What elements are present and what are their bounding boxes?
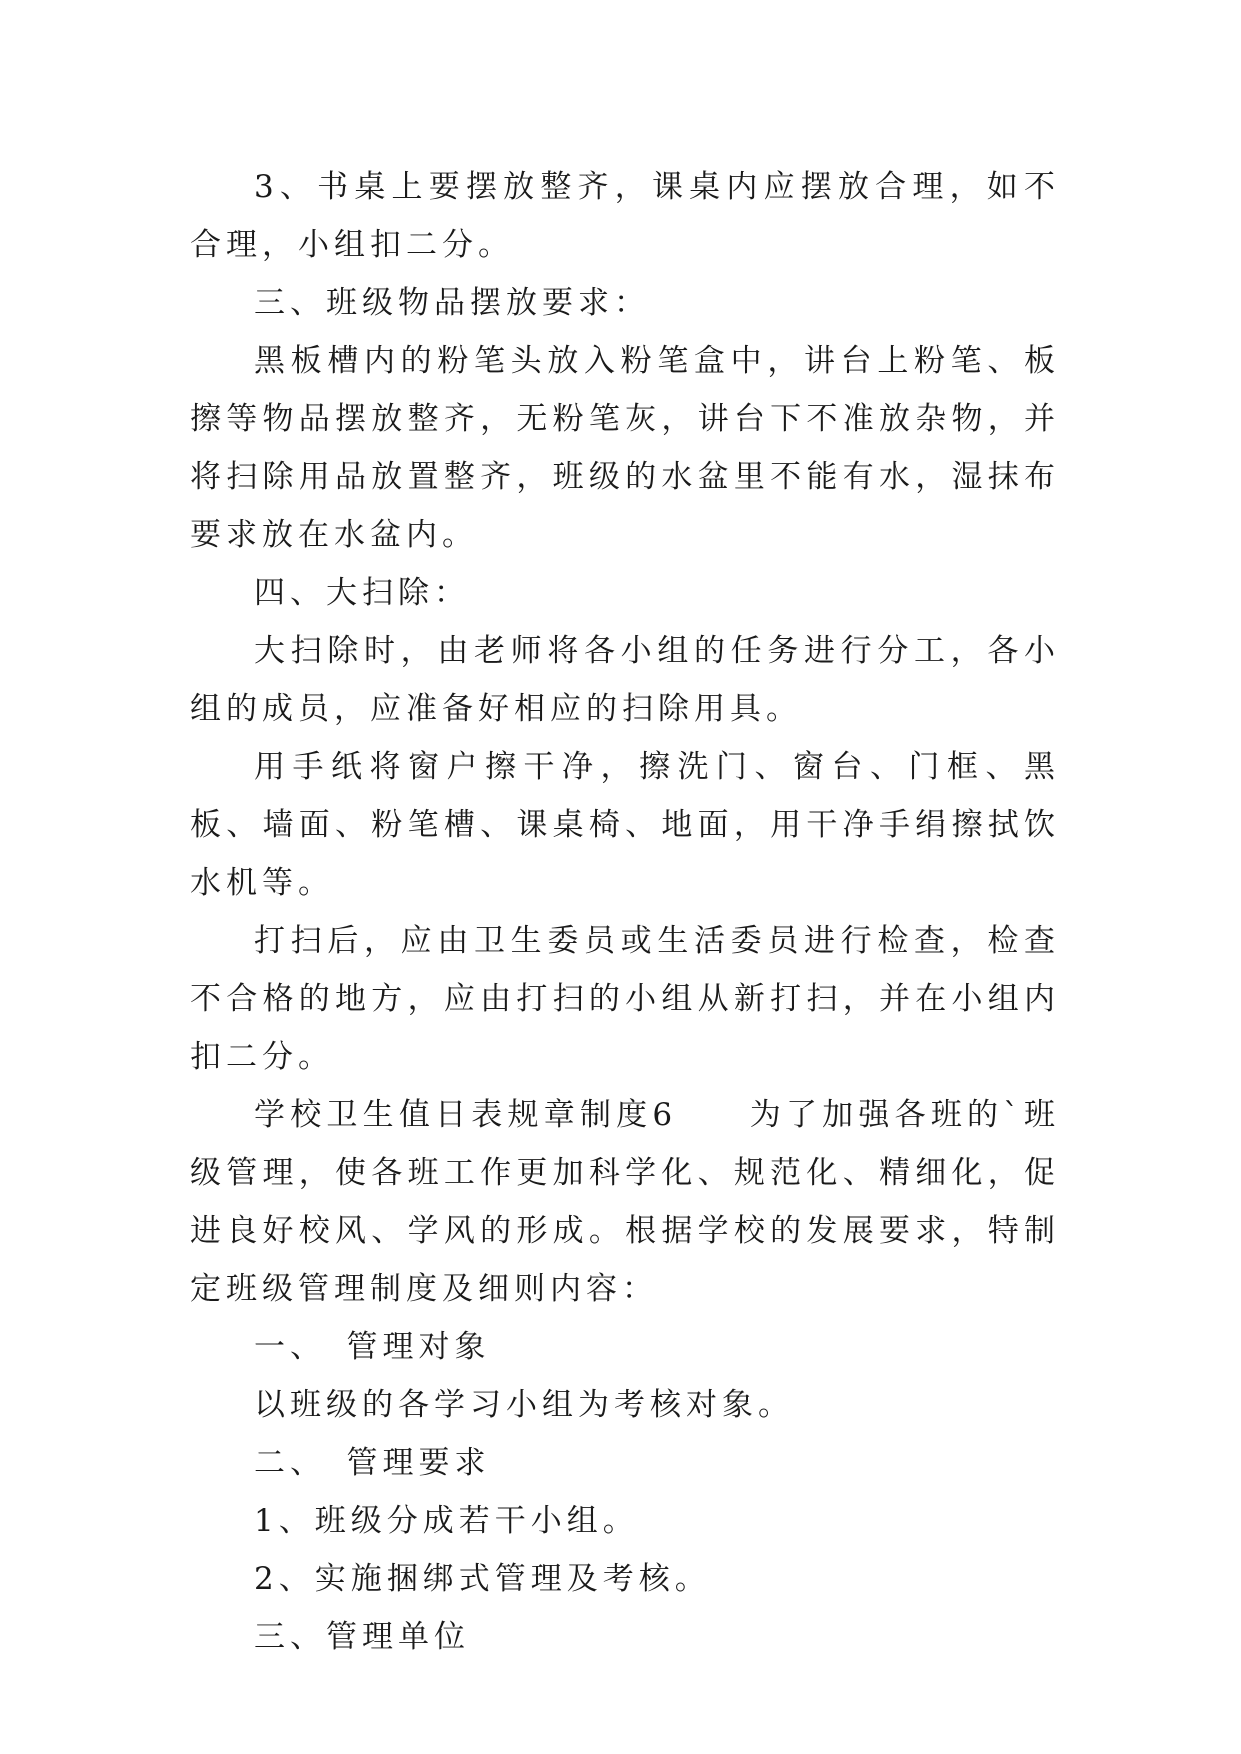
paragraph-window-cleaning: 用手纸将窗户擦干净，擦洗门、窗台、门框、黑板、墙面、粉笔槽、课桌椅、地面，用干净手绢擦拭饮水机等。	[190, 749, 1060, 901]
document-body	[190, 158, 1060, 1666]
paragraph-cleaning-division: 大扫除时，由老师将各小组的任务进行分工，各小组的成员，应准备好相应的扫除用具。	[190, 633, 1060, 727]
paragraph-assessment-object: 以班级的各学习小组为考核对象。	[254, 1387, 794, 1423]
heading-management-object: 一、 管理对象	[254, 1329, 491, 1365]
heading-management-requirements: 二、 管理要求	[254, 1445, 491, 1481]
heading-management-unit: 三、管理单位	[254, 1619, 470, 1655]
heading-big-cleaning: 四、大扫除：	[254, 575, 470, 611]
list-item-bundled-management: 2、实施捆绑式管理及考核。	[254, 1561, 711, 1597]
paragraph-class-management-intro: 学校卫生值日表规章制度6 为了加强各班的`班级管理，使各班工作更加科学化、规范化、精细化，促进良好校风、学风的形成。根据学校的发展要求，特制定班级管理制度及细则内容：	[190, 1097, 1060, 1307]
paragraph-desk-arrangement: 3、书桌上要摆放整齐，课桌内应摆放合理，如不合理，小组扣二分。	[190, 169, 1060, 263]
heading-class-items-requirements: 三、班级物品摆放要求：	[254, 285, 650, 321]
list-item-groups: 1、班级分成若干小组。	[254, 1503, 639, 1539]
paragraph-inspection: 打扫后，应由卫生委员或生活委员进行检查，检查不合格的地方，应由打扫的小组从新打扫，并在小组内扣二分。	[190, 923, 1060, 1075]
paragraph-blackboard-chalk: 黑板槽内的粉笔头放入粉笔盒中，讲台上粉笔、板擦等物品摆放整齐，无粉笔灰，讲台下不准放杂物，并将扫除用品放置整齐，班级的水盆里不能有水，湿抹布要求放在水盆内。	[190, 343, 1060, 553]
